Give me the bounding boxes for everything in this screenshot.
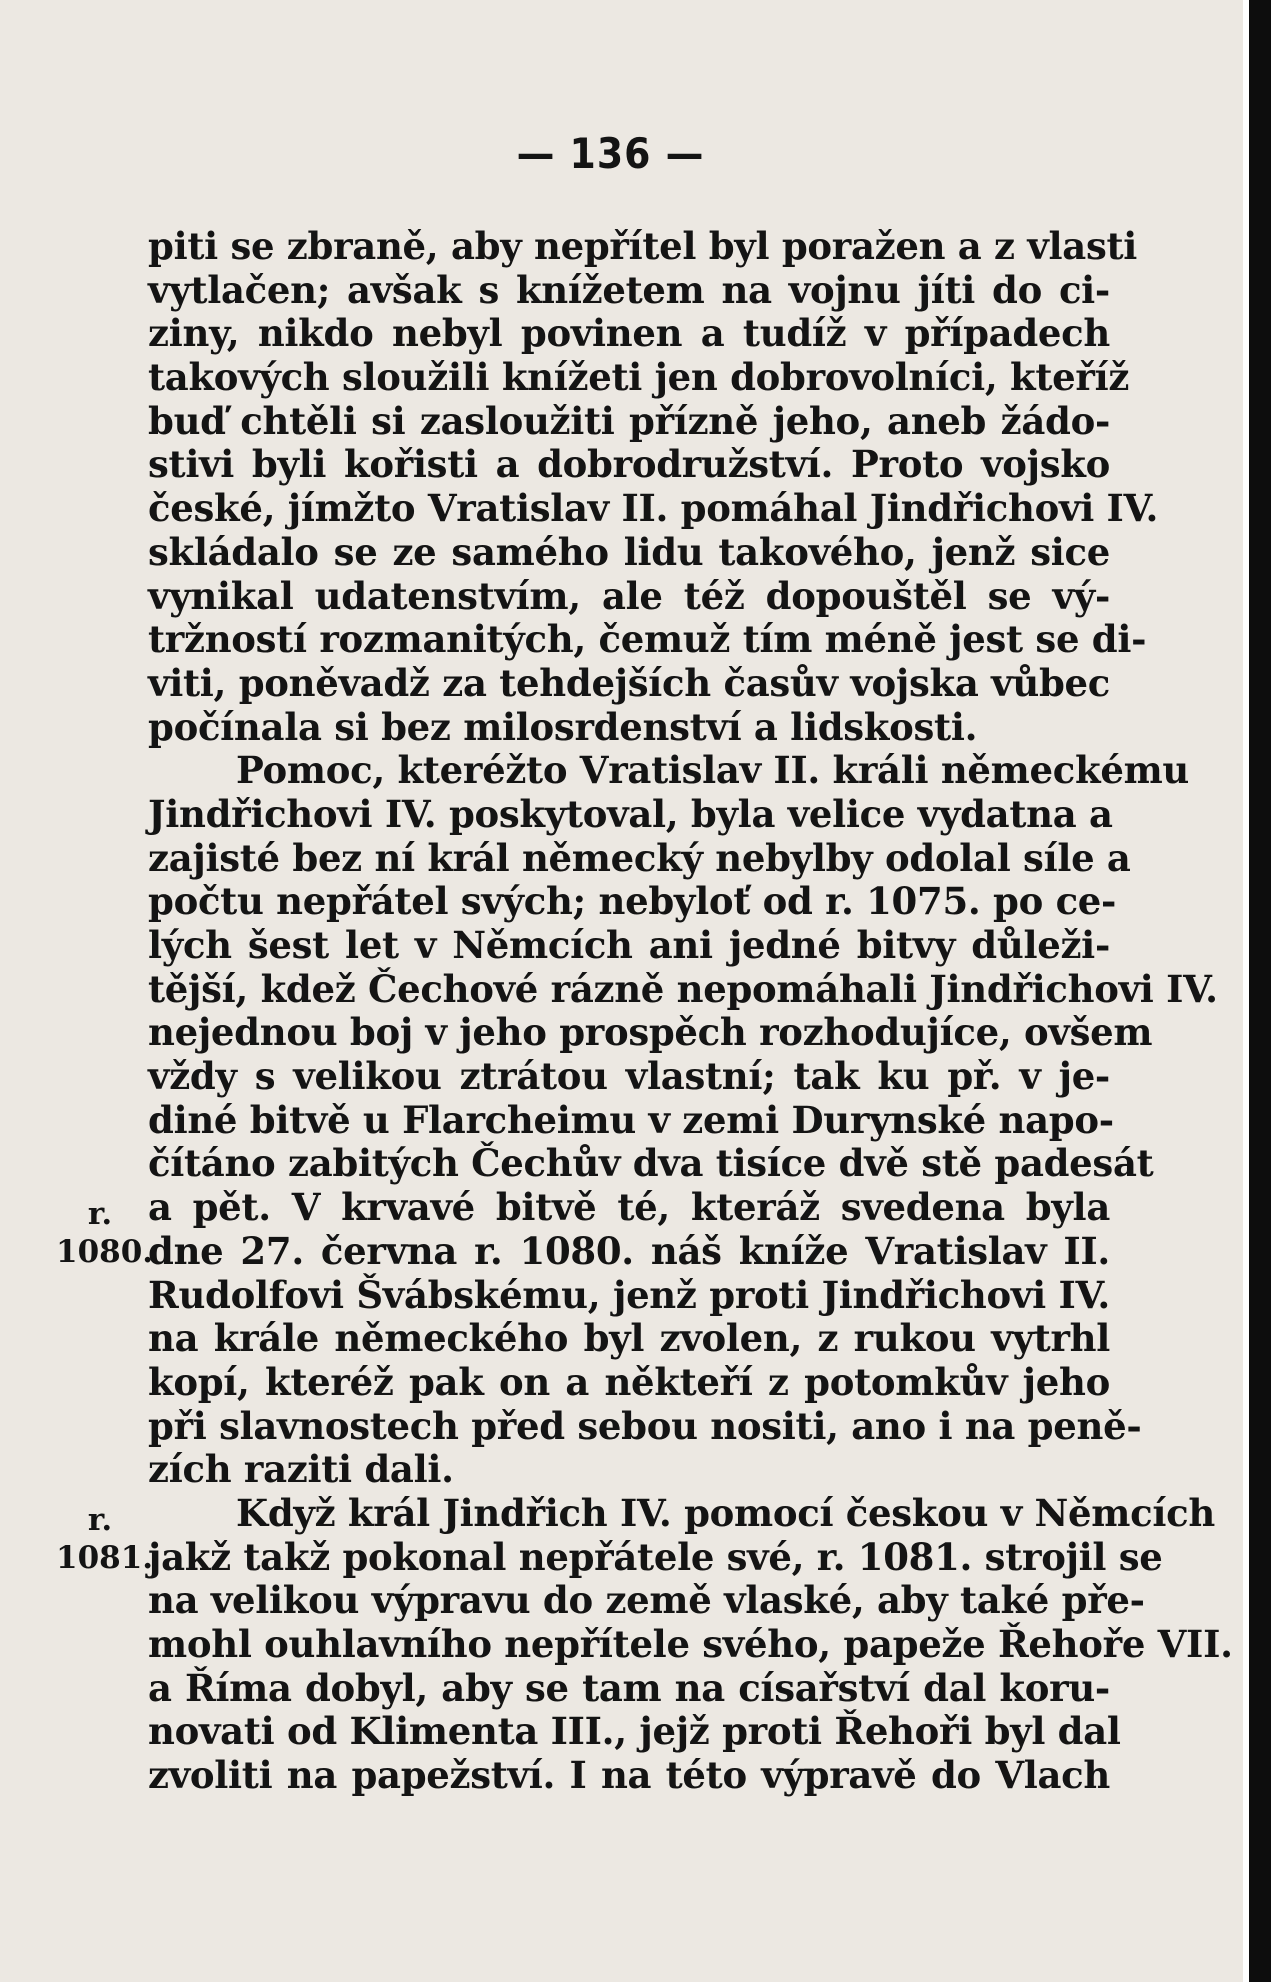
margin-year-note: 1080. (56, 1234, 154, 1271)
text-line: diné bitvě u Flarcheimu v zemi Durynské napo- (148, 1097, 1114, 1142)
text-line: Když král Jindřich IV. pomocí českou v Němcích (236, 1490, 1215, 1535)
text-line: lých šest let v Němcích ani jedné bitvy důleži- (148, 923, 1110, 967)
margin-year-note: r. (87, 1502, 113, 1539)
text-line: při slavnostech před sebou nositi, ano i na peně- (148, 1403, 1142, 1448)
text-line: jakž takž pokonal nepřátele své, r. 1081. strojil se (148, 1534, 1163, 1579)
margin-year-note: 1081. (56, 1540, 154, 1576)
text-line: stivi byli kořisti a dobrodružství. Proto vojsko (148, 442, 1110, 487)
text-line: tější, kdež Čechové rázně nepomáhali Jindřichovi IV. (148, 966, 1218, 1011)
text-line: na krále německého byl zvolen, z rukou vytrhl (148, 1316, 1110, 1361)
text-line: Jindřichovi IV. poskytoval, byla velice vydatna a (148, 791, 1113, 836)
body-text (148, 224, 1233, 1798)
text-line: počtu nepřátel svých; nebyloť od r. 1075. po ce- (148, 879, 1117, 924)
text-line: tržností rozmanitých, čemuž tím méně jest se di- (148, 617, 1147, 662)
text-line: nejednou boj v jeho prospěch rozhodujíce, ovšem (148, 1010, 1153, 1055)
text-line: skládalo se ze samého lidu takového, jenž sice (148, 529, 1110, 574)
text-line: a pět. V krvavé bitvě té, kteráž svedena byla (148, 1185, 1110, 1230)
text-line: vynikal udatenstvím, ale též dopouštěl se vý- (148, 573, 1110, 618)
text-line: zích raziti dali. (148, 1447, 454, 1492)
text-line: buď chtěli si zasloužiti přízně jeho, aneb žádo- (148, 398, 1110, 443)
margin-year-note: r. (87, 1196, 113, 1233)
text-line: zvoliti na papežství. I na této výpravě do Vlach (148, 1753, 1110, 1798)
text-line: viti, poněvadž za tehdejších časův vojska vůbec (148, 660, 1110, 705)
text-line: ziny, nikdo nebyl povinen a tudíž v případech (148, 311, 1110, 356)
text-line: piti se zbraně, aby nepřítel byl poražen a z vlasti (148, 224, 1138, 268)
text-line: počínala si bez milosrdenství a lidskosti. (148, 704, 978, 749)
text-line: novati od Klimenta III., jejž proti Řehoři byl dal (148, 1709, 1121, 1754)
text-line: zajisté bez ní král německý nebylby odolal síle a (148, 835, 1131, 880)
text-line: Pomoc, kteréžto Vratislav II. králi německému (236, 748, 1190, 793)
text-line: vytlačen; avšak s knížetem na vojnu jíti do ci- (148, 267, 1110, 312)
text-line: čítáno zabitých Čechův dva tisíce dvě stě padesát (148, 1141, 1154, 1186)
text-line: kopí, kteréž pak on a někteří z potomkův jeho (148, 1359, 1110, 1404)
page-edge (1249, 0, 1271, 1982)
text-line: vždy s velikou ztrátou vlastní; tak ku př. v je- (148, 1054, 1110, 1099)
text-line: a Říma dobyl, aby se tam na císařství dal koru- (148, 1665, 1110, 1710)
text-line: takových sloužili knížeti jen dobrovolníci, kteříž (148, 355, 1130, 400)
text-line: mohl ouhlavního nepřítele svého, papeže Řehoře VII. (148, 1622, 1233, 1666)
text-line: dne 27. června r. 1080. náš kníže Vratislav II. (148, 1228, 1110, 1273)
text-line: na velikou výpravu do země vlaské, aby také pře- (148, 1578, 1145, 1623)
text-line: české, jímžto Vratislav II. pomáhal Jindřichovi IV. (148, 486, 1159, 531)
text-line: Rudolfovi Švábskému, jenž proti Jindřichovi IV. (148, 1272, 1110, 1317)
page-number: — 136 — (516, 129, 705, 178)
